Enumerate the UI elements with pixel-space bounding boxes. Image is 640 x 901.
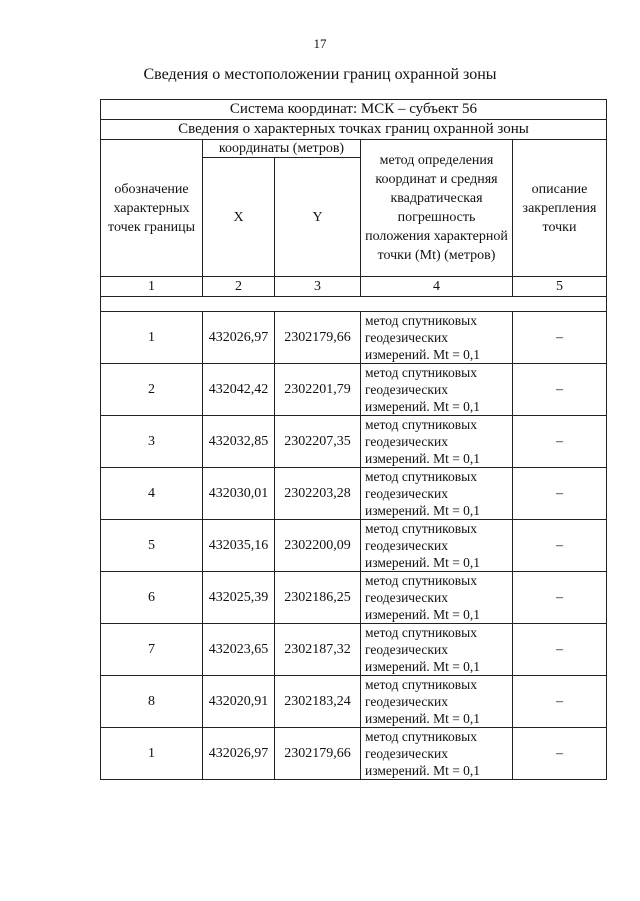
method-cell: метод спутниковых геодезических измерений. Mt = 0,1: [361, 520, 513, 572]
point-cell: 5: [101, 520, 203, 572]
table-row: [101, 520, 607, 572]
header-point-designation: обозначение характерных точек границы: [101, 140, 203, 277]
method-cell: метод спутниковых геодезических измерений. Mt = 0,1: [361, 312, 513, 364]
y-coordinate-cell: 2302183,24: [275, 676, 361, 728]
method-cell: метод спутниковых геодезических измерений. Mt = 0,1: [361, 676, 513, 728]
x-coordinate-cell: 432035,16: [203, 520, 275, 572]
table-row: [101, 676, 607, 728]
x-coordinate-cell: 432025,39: [203, 572, 275, 624]
table-row: [101, 468, 607, 520]
point-cell: 4: [101, 468, 203, 520]
document-title: Сведения о местоположении границ охранной зоны: [143, 66, 497, 83]
fixing-cell: –: [513, 364, 607, 416]
y-coordinate-cell: 2302203,28: [275, 468, 361, 520]
point-cell: 6: [101, 572, 203, 624]
fixing-cell: –: [513, 520, 607, 572]
method-cell: метод спутниковых геодезических измерений. Mt = 0,1: [361, 624, 513, 676]
point-cell: 1: [101, 312, 203, 364]
y-coordinate-cell: 2302187,32: [275, 624, 361, 676]
x-coordinate-cell: 432042,42: [203, 364, 275, 416]
header-coordinates: координаты (метров): [203, 140, 361, 158]
page-number: 17: [313, 36, 327, 51]
point-cell: 1: [101, 728, 203, 780]
x-coordinate-cell: 432030,01: [203, 468, 275, 520]
x-coordinate-cell: 432023,65: [203, 624, 275, 676]
x-coordinate-cell: 432032,85: [203, 416, 275, 468]
header-fixing-description: описание закрепления точки: [513, 140, 607, 277]
header-y: Y: [275, 158, 361, 277]
fixing-cell: –: [513, 728, 607, 780]
method-cell: метод спутниковых геодезических измерений. Mt = 0,1: [361, 572, 513, 624]
point-cell: 7: [101, 624, 203, 676]
y-coordinate-cell: 2302201,79: [275, 364, 361, 416]
table-row: [101, 364, 607, 416]
fixing-cell: –: [513, 416, 607, 468]
coordinate-system-row: Система координат: МСК – субъект 56: [101, 100, 607, 120]
column-number-2: 2: [203, 277, 275, 297]
y-coordinate-cell: 2302179,66: [275, 728, 361, 780]
fixing-cell: –: [513, 676, 607, 728]
column-number-3: 3: [275, 277, 361, 297]
table-row: [101, 624, 607, 676]
x-coordinate-cell: 432026,97: [203, 728, 275, 780]
method-cell: метод спутниковых геодезических измерений. Mt = 0,1: [361, 416, 513, 468]
y-coordinate-cell: 2302200,09: [275, 520, 361, 572]
fixing-cell: –: [513, 624, 607, 676]
blank-row: [101, 297, 607, 312]
header-method: метод определения координат и средняя квадратическая погрешность положения характерной точки (Mt) (метров): [361, 140, 513, 277]
point-cell: 8: [101, 676, 203, 728]
column-number-4: 4: [361, 277, 513, 297]
y-coordinate-cell: 2302186,25: [275, 572, 361, 624]
method-cell: метод спутниковых геодезических измерений. Mt = 0,1: [361, 468, 513, 520]
fixing-cell: –: [513, 312, 607, 364]
point-cell: 3: [101, 416, 203, 468]
x-coordinate-cell: 432026,97: [203, 312, 275, 364]
point-cell: 2: [101, 364, 203, 416]
method-cell: метод спутниковых геодезических измерений. Mt = 0,1: [361, 728, 513, 780]
x-coordinate-cell: 432020,91: [203, 676, 275, 728]
header-x: X: [203, 158, 275, 277]
y-coordinate-cell: 2302207,35: [275, 416, 361, 468]
fixing-cell: –: [513, 468, 607, 520]
table-row: [101, 728, 607, 780]
column-number-5: 5: [513, 277, 607, 297]
boundary-points-table: [100, 99, 607, 780]
table-row: [101, 572, 607, 624]
table-row: [101, 416, 607, 468]
method-cell: метод спутниковых геодезических измерений. Mt = 0,1: [361, 364, 513, 416]
column-number-1: 1: [101, 277, 203, 297]
y-coordinate-cell: 2302179,66: [275, 312, 361, 364]
table-row: [101, 312, 607, 364]
fixing-cell: –: [513, 572, 607, 624]
table-subtitle-row: Сведения о характерных точках границ охранной зоны: [101, 120, 607, 140]
